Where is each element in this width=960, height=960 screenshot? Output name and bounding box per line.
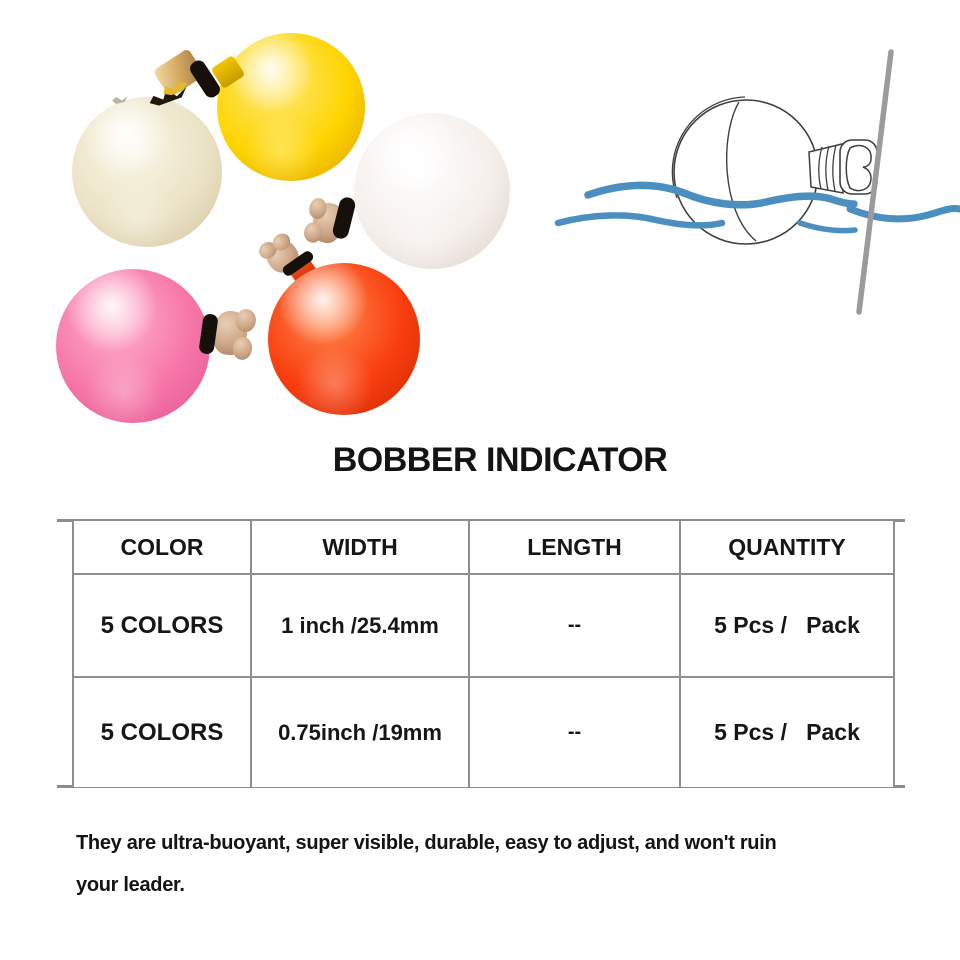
- attachment-diagram-svg: [550, 30, 960, 360]
- page-title: BOBBER INDICATOR: [332, 441, 668, 479]
- water-wave: [850, 208, 959, 218]
- product-photo: [0, 0, 560, 460]
- description-text: [76, 822, 776, 906]
- col-header-quantity: QUANTITY: [681, 521, 893, 575]
- bobber-white-oring: [331, 196, 357, 241]
- col-header-length: LENGTH: [470, 521, 681, 575]
- cell-row2-color: 5 COLORS: [74, 678, 252, 787]
- cell-row1-color: 5 COLORS: [74, 575, 252, 678]
- col-header-width: WIDTH: [252, 521, 470, 575]
- bobber-pink: [56, 269, 210, 423]
- bobber-pearl-white: [354, 113, 510, 269]
- cell-row1-quantity: 5 Pcs / Pack: [681, 575, 893, 678]
- description-line-1: They are ultra-buoyant, super visible, durable, easy to adjust, and won't ruin: [76, 832, 777, 854]
- cell-row2-width: 0.75inch /19mm: [252, 678, 470, 787]
- spec-table: [72, 521, 895, 787]
- description-line-2: your leader.: [76, 874, 185, 896]
- cell-row1-length: --: [470, 575, 681, 678]
- water-wave: [800, 223, 855, 231]
- bobber-glow-white: [72, 97, 222, 247]
- col-header-color: COLOR: [74, 521, 252, 575]
- cell-row2-quantity: 5 Pcs / Pack: [714, 719, 860, 745]
- cell-row1-width: 1 inch /25.4mm: [252, 575, 470, 678]
- bobber-yellow: [217, 33, 365, 181]
- attachment-diagram: [550, 30, 960, 360]
- bobber-orange-red: [268, 263, 420, 415]
- cell-row2-length: --: [470, 678, 681, 787]
